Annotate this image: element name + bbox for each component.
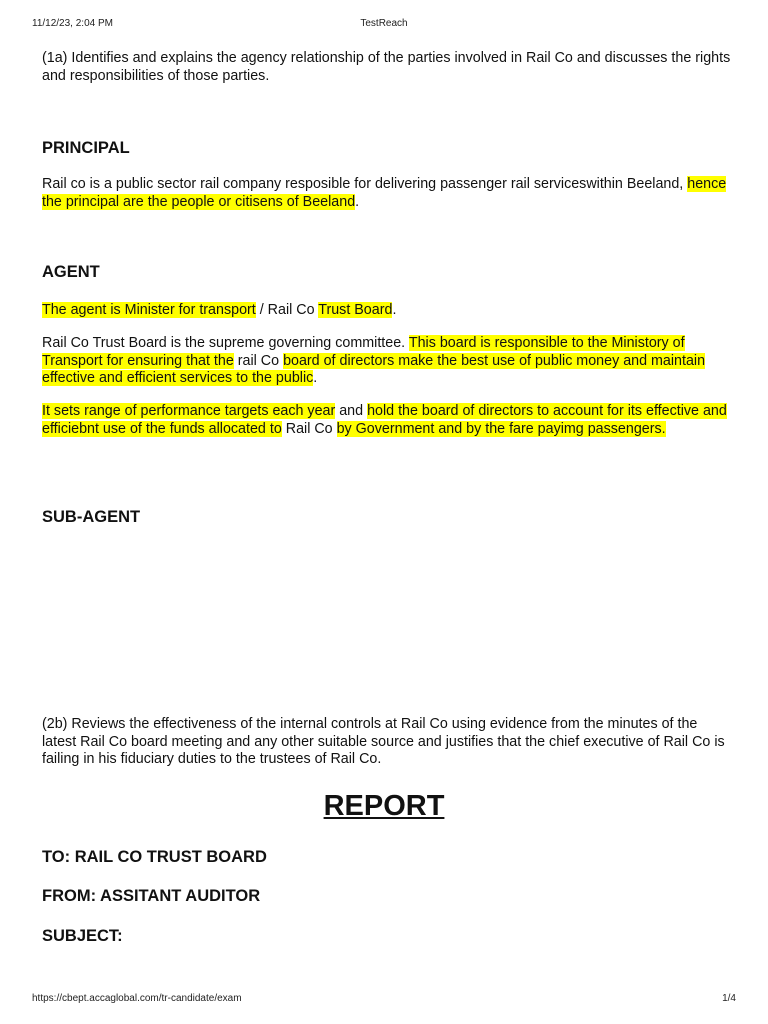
period: . [355,193,360,210]
report-to: TO: RAIL CO TRUST BOARD [42,848,267,866]
highlighted-text: The agent is Minister for transport [42,302,256,318]
agent-text: rail Co [233,352,284,369]
agent-paragraph-2 [42,335,732,388]
agent-heading: AGENT [42,263,100,281]
print-datetime: 11/12/23, 2:04 PM [32,18,113,29]
report-title: REPORT [323,790,445,822]
agent-text: / Rail Co [255,302,319,318]
highlighted-text: board of directors make the best use of public money and maintain effective and efficient services to the public [42,352,706,386]
agent-paragraph-3 [42,403,732,438]
report-subject: SUBJECT: [42,927,123,945]
agent-text: Rail Co Trust Board is the supreme governing committee. [42,335,409,351]
highlighted-text: hence the principal are the people or citisens of Beeland [42,176,727,210]
highlighted-text: by Government and by the fare payimg passengers. [336,420,666,437]
agent-paragraph-1 [42,302,732,320]
agent-text: and [335,403,368,419]
highlighted-text: It sets range of performance targets each year [42,403,336,419]
print-site-title: TestReach [360,18,408,29]
report-from: FROM: ASSITANT AUDITOR [42,887,261,905]
principal-heading: PRINCIPAL [42,139,130,157]
highlighted-text: hold the board of directors to account for its effective and efficiebnt use of the funds allocated to [42,403,727,437]
period: . [313,370,318,386]
agent-text: Rail Co [281,420,337,437]
principal-paragraph [42,176,732,211]
principal-text: Rail co is a public sector rail company resposible for delivering passenger rail serviceswithin Beeland, [42,176,688,192]
question-2b: (2b) Reviews the effectiveness of the internal controls at Rail Co using evidence from the minutes of the latest Rail Co board meeting and any other suitable source and justifies that the chief executive of Rail Co is failing in his fiduciary duties to the trustees of Rail Co. [42,716,725,767]
question-1a: (1a) Identifies and explains the agency relationship of the parties involved in Rail Co and discusses the rights and responsibilities of those parties. [42,50,731,84]
highlighted-text: Trust Board [318,302,393,318]
page-number: 1/4 [722,993,736,1004]
period: . [392,302,397,318]
sub-agent-heading: SUB-AGENT [42,508,141,526]
highlighted-text: This board is responsible to the Ministory of Transport for ensuring that the [42,335,685,369]
print-url: https://cbept.accaglobal.com/tr-candidate/exam [32,993,242,1004]
